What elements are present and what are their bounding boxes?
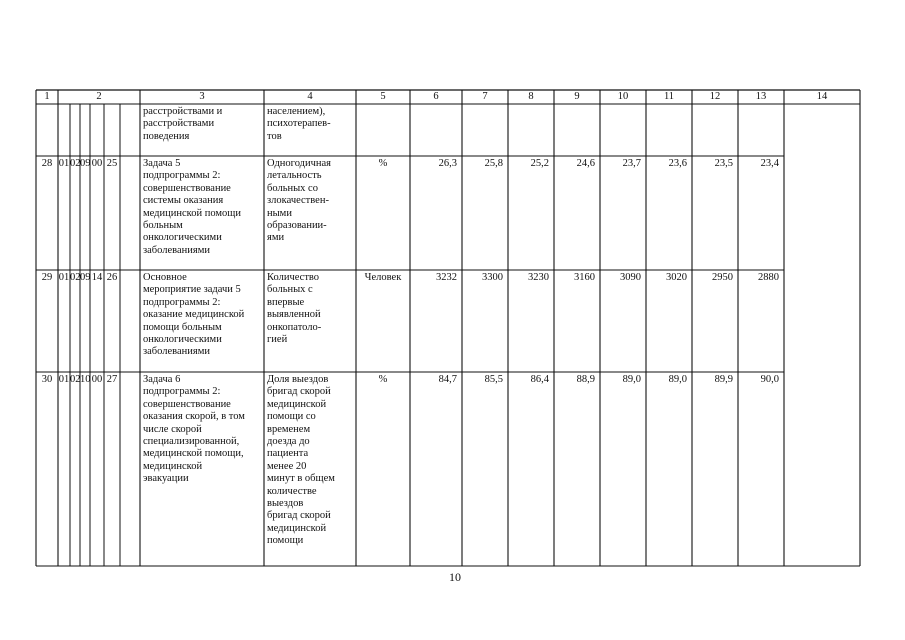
indicator-name: Одногодичная летальность больных со злокачествен- ными образовании- ями xyxy=(267,158,331,244)
row-number: 29 xyxy=(41,272,53,283)
task-name: Задача 5 подпрограммы 2: совершенствование системы оказания медицинской помощи больным онкологическими заболеваниями xyxy=(143,158,241,256)
value-cell: 3090 xyxy=(620,272,641,283)
code-cell: 09 xyxy=(80,158,90,169)
value-cell: 88,9 xyxy=(576,374,595,385)
code-cell: 26 xyxy=(106,272,118,283)
code-cell: 02 xyxy=(70,272,80,283)
value-cell xyxy=(743,106,779,156)
code-cell: 02 xyxy=(70,158,80,169)
header-cell: 14 xyxy=(816,91,828,102)
value-cell xyxy=(697,106,733,156)
header-cell: 4 xyxy=(307,91,313,102)
code-cell: 14 xyxy=(91,272,103,283)
header-cell: 13 xyxy=(755,91,767,102)
indicator-name: Доля выездов бригад скорой медицинской помощи со временем доезда до пациента менее 20 минут в общем количестве выездов бригад скорой медицинской помощи xyxy=(267,374,335,547)
value-cell xyxy=(513,106,549,156)
code-cell: 02 xyxy=(70,374,80,385)
value-cell: 3160 xyxy=(574,272,595,283)
code-cell: 01 xyxy=(58,374,70,385)
task-name: расстройствами и расстройствами поведения xyxy=(143,106,223,142)
row-number: 28 xyxy=(41,158,53,169)
code-cell: 10 xyxy=(80,374,90,385)
code-cell xyxy=(70,106,80,156)
value-cell: 2950 xyxy=(712,272,733,283)
value-cell xyxy=(605,106,641,156)
code-cell xyxy=(104,106,120,156)
header-cell: 5 xyxy=(380,91,386,102)
code-cell: 00 xyxy=(91,158,103,169)
header-cell: 12 xyxy=(709,91,721,102)
task-name: Основное мероприятие задачи 5 подпрограммы 2: оказание медицинской помощи больным онкологическими заболеваниями xyxy=(143,272,245,358)
value-cell xyxy=(467,106,503,156)
value-cell: 23,7 xyxy=(622,158,641,169)
code-cell xyxy=(58,106,70,156)
code-cell: 25 xyxy=(106,158,118,169)
task-name: Задача 6 подпрограммы 2: совершенствование оказания скорой, в том числе скорой специализированной, медицинской помощи, медицинской эвакуации xyxy=(143,374,245,485)
header-cell: 1 xyxy=(44,91,50,102)
value-cell: 89,9 xyxy=(714,374,733,385)
header-cell: 9 xyxy=(574,91,580,102)
unit-cell xyxy=(357,106,409,156)
value-cell xyxy=(415,106,457,156)
code-cell: 01 xyxy=(58,272,70,283)
value-cell: 90,0 xyxy=(760,374,779,385)
header-cell: 8 xyxy=(528,91,534,102)
value-cell: 3230 xyxy=(528,272,549,283)
header-cell: 6 xyxy=(433,91,439,102)
unit-cell: % xyxy=(378,374,388,385)
row-number xyxy=(36,106,58,156)
value-cell: 84,7 xyxy=(438,374,457,385)
value-cell: 24,6 xyxy=(576,158,595,169)
indicator-name: Количество больных с впервые выявленной онкопатоло- гией xyxy=(267,272,322,346)
indicator-name: населением), психотерапев- тов xyxy=(267,106,331,142)
header-cell: 2 xyxy=(96,91,102,102)
value-cell: 25,8 xyxy=(484,158,503,169)
header-cell: 11 xyxy=(663,91,675,102)
value-cell: 23,5 xyxy=(714,158,733,169)
value-cell: 3300 xyxy=(482,272,503,283)
header-cell: 10 xyxy=(617,91,629,102)
header-cell: 3 xyxy=(199,91,205,102)
code-cell: 01 xyxy=(58,158,70,169)
value-cell: 2880 xyxy=(758,272,779,283)
value-cell: 86,4 xyxy=(530,374,549,385)
unit-cell: Человек xyxy=(364,272,402,283)
value-cell: 89,0 xyxy=(622,374,641,385)
value-cell: 26,3 xyxy=(438,158,457,169)
value-cell: 25,2 xyxy=(530,158,549,169)
value-cell: 85,5 xyxy=(484,374,503,385)
code-cell: 27 xyxy=(106,374,118,385)
code-cell: 09 xyxy=(80,272,90,283)
code-cell xyxy=(80,106,90,156)
page-number: 10 xyxy=(449,570,461,584)
value-cell: 89,0 xyxy=(668,374,687,385)
code-cell xyxy=(90,106,104,156)
value-cell: 23,6 xyxy=(668,158,687,169)
value-cell xyxy=(651,106,687,156)
value-cell xyxy=(559,106,595,156)
value-cell: 23,4 xyxy=(760,158,779,169)
unit-cell: % xyxy=(378,158,388,169)
code-cell: 00 xyxy=(91,374,103,385)
row-number: 30 xyxy=(41,374,53,385)
value-cell: 3020 xyxy=(666,272,687,283)
value-cell: 3232 xyxy=(436,272,457,283)
header-cell: 7 xyxy=(482,91,488,102)
